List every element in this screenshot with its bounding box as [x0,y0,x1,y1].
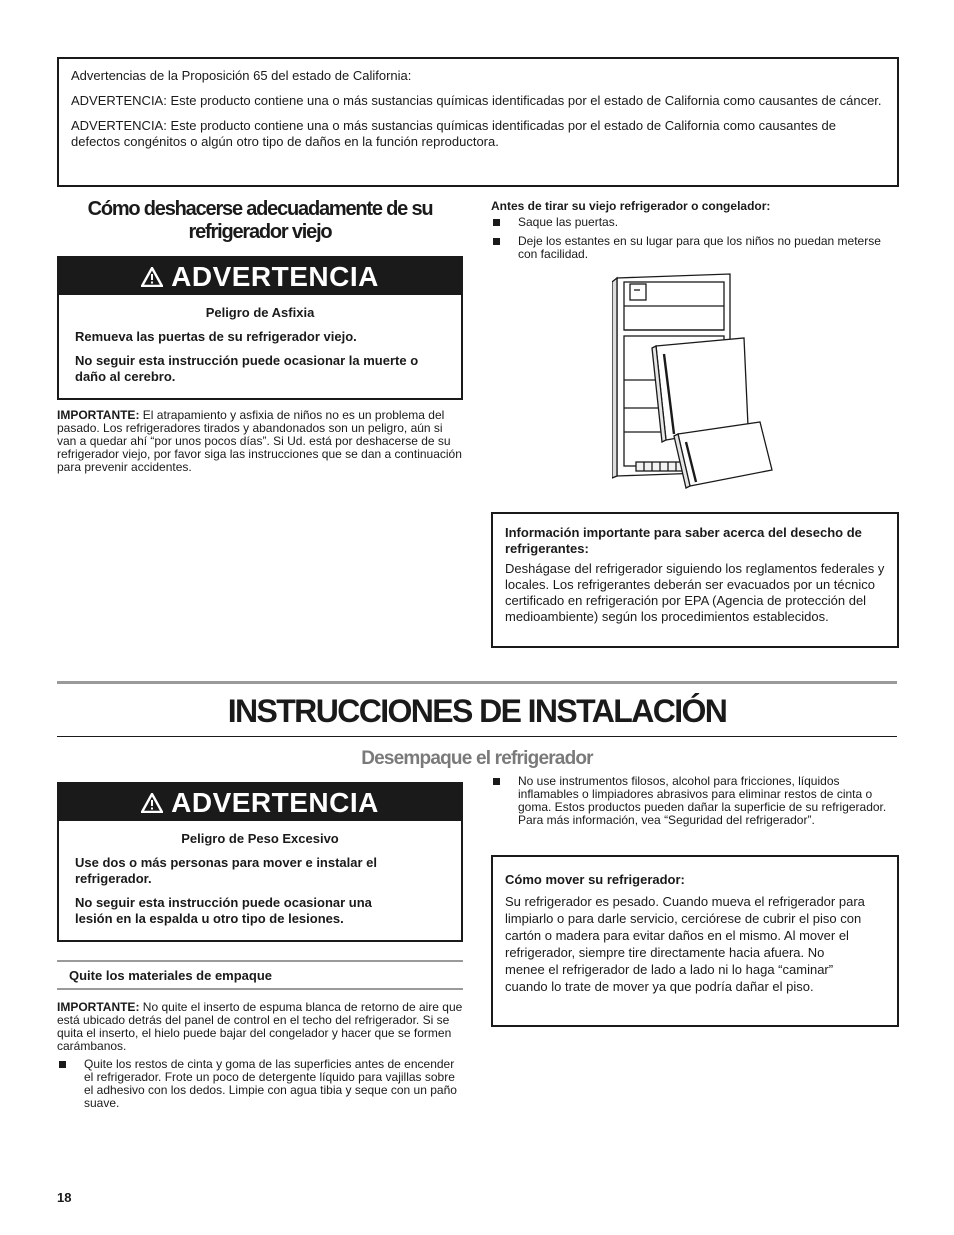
warning-header [59,258,461,295]
before-disposal-heading: Antes de tirar su viejo refrigerador o congelador: [491,199,771,213]
refrigerant-info-box [491,512,899,648]
list-item-text: No use instrumentos filosos, alcohol para fricciones, líquidos inflamables o limpiadores abrasivos para eliminar restos de cinta o goma. Estos productos pueden dañar la superficie de su refrigerador. Para más información, vea “Seguridad del refrigerador”. [518,774,887,827]
excessive-weight-warning-box [57,782,463,942]
page-number: 18 [57,1190,72,1205]
list-item [491,775,897,827]
list-item [491,235,897,261]
refrigerant-text: Deshágase del refrigerador siguiendo los reglamentos federales y locales. Los refrigerantes deberán ser evacuados por un técnico certificado en refrigeración por EPA (Agencia de protección del medioambiente) según los procedimientos establecidos. [505,561,885,624]
important-label: IMPORTANTE: [57,408,140,422]
list-item [491,216,897,229]
bullet-icon [493,778,500,785]
warning-triangle-icon [141,793,163,813]
warning-header [59,784,461,821]
important-text: No quite el inserto de espuma blanca de retorno de aire que está ubicado detrás del panel de control en el techo del refrigerador. Si se quita el inserto, el hielo puede bajar del congelador y hacer que se formen carámbanos. [57,1000,463,1053]
disposal-important-paragraph [57,409,463,474]
bullet-icon [493,219,500,226]
warning-hazard: Peligro de Asfixia [205,305,315,320]
warning-header-label: ADVERTENCIA [171,786,379,818]
section-divider [57,681,897,684]
before-disposal-list [491,216,897,261]
warning-line-1: Use dos o más personas para mover e instalar el refrigerador. [75,855,378,886]
bullet-icon [493,238,500,245]
warning-line-2: No seguir esta instrucción puede ocasionar la muerte o daño al cerebro. [75,353,419,384]
list-item [57,1058,463,1110]
refrigerator-doors-removed-illustration [612,272,776,496]
install-important-paragraph [57,1001,463,1053]
list-item-text: Deje los estantes en su lugar para que los niños no puedan meterse con facilidad. [518,234,881,261]
suffocation-warning-box [57,256,463,400]
unpack-subtitle: Desempaque el refrigerador [361,748,593,769]
moving-text: Su refrigerador es pesado. Cuando mueva el refrigerador para limpiarlo o para darle servicio, cerciórese de cubrir el piso con cartón o madera para evitar daños en el mismo. Al mover el refrigerador, siempre tire directamente hacia afuera. No menee el refrigerador de lado a lado ni lo haga “caminar” cuando lo trate de mover ya que podría dañar el piso. [505,894,865,994]
moving-refrigerator-box [491,855,899,1027]
prop65-intro: Advertencias de la Proposición 65 del estado de California: [71,68,412,83]
disposal-section-title: Cómo deshacerse adecuadamente de su refrigerador viejo [87,198,433,243]
remove-packaging-heading: Quite los materiales de empaque [57,960,463,990]
title-underline [57,736,897,737]
warning-line-2: No seguir esta instrucción puede ocasionar una lesión en la espalda u otro tipo de lesiones. [75,895,372,926]
installation-title: INSTRUCCIONES DE INSTALACIÓN [227,693,727,729]
list-item-text: Quite los restos de cinta y goma de las superficies antes de encender el refrigerador. Frote un poco de detergente líquido para vajillas sobre el adhesivo con los dedos. Limpie con agua tibia y seque con un paño suave. [84,1057,457,1110]
cleaning-caution-list [491,775,897,827]
prop65-warning-cancer: ADVERTENCIA: Este producto contiene una o más sustancias químicas identificadas por el estado de California como causantes de cáncer. [71,93,882,108]
remove-tape-list [57,1058,463,1110]
warning-header-label: ADVERTENCIA [171,260,379,292]
bullet-icon [59,1061,66,1068]
prop65-notice [57,57,899,187]
prop65-warning-reproductive: ADVERTENCIA: Este producto contiene una o más sustancias químicas identificadas por el estado de California como causantes de defectos congénitos o algún otro tipo de daños en la función reproductora. [71,118,837,149]
warning-line-1: Remueva las puertas de su refrigerador viejo. [75,329,357,344]
warning-hazard: Peligro de Peso Excesivo [181,831,339,846]
warning-triangle-icon [141,267,163,287]
important-label: IMPORTANTE: [57,1000,140,1014]
moving-heading: Cómo mover su refrigerador: [505,872,685,887]
important-text: El atrapamiento y asfixia de niños no es un problema del pasado. Los refrigeradores tirados y abandonados son un peligro, aún si van a quedar ahí “por unos pocos días”. Si Ud. está por deshacerse de su refrigerador viejo, por favor siga las instrucciones que se dan a continuación para prevenir accidentes. [57,408,462,474]
list-item-text: Saque las puertas. [518,215,619,229]
refrigerant-heading: Información importante para saber acerca del desecho de refrigerantes: [505,525,862,556]
